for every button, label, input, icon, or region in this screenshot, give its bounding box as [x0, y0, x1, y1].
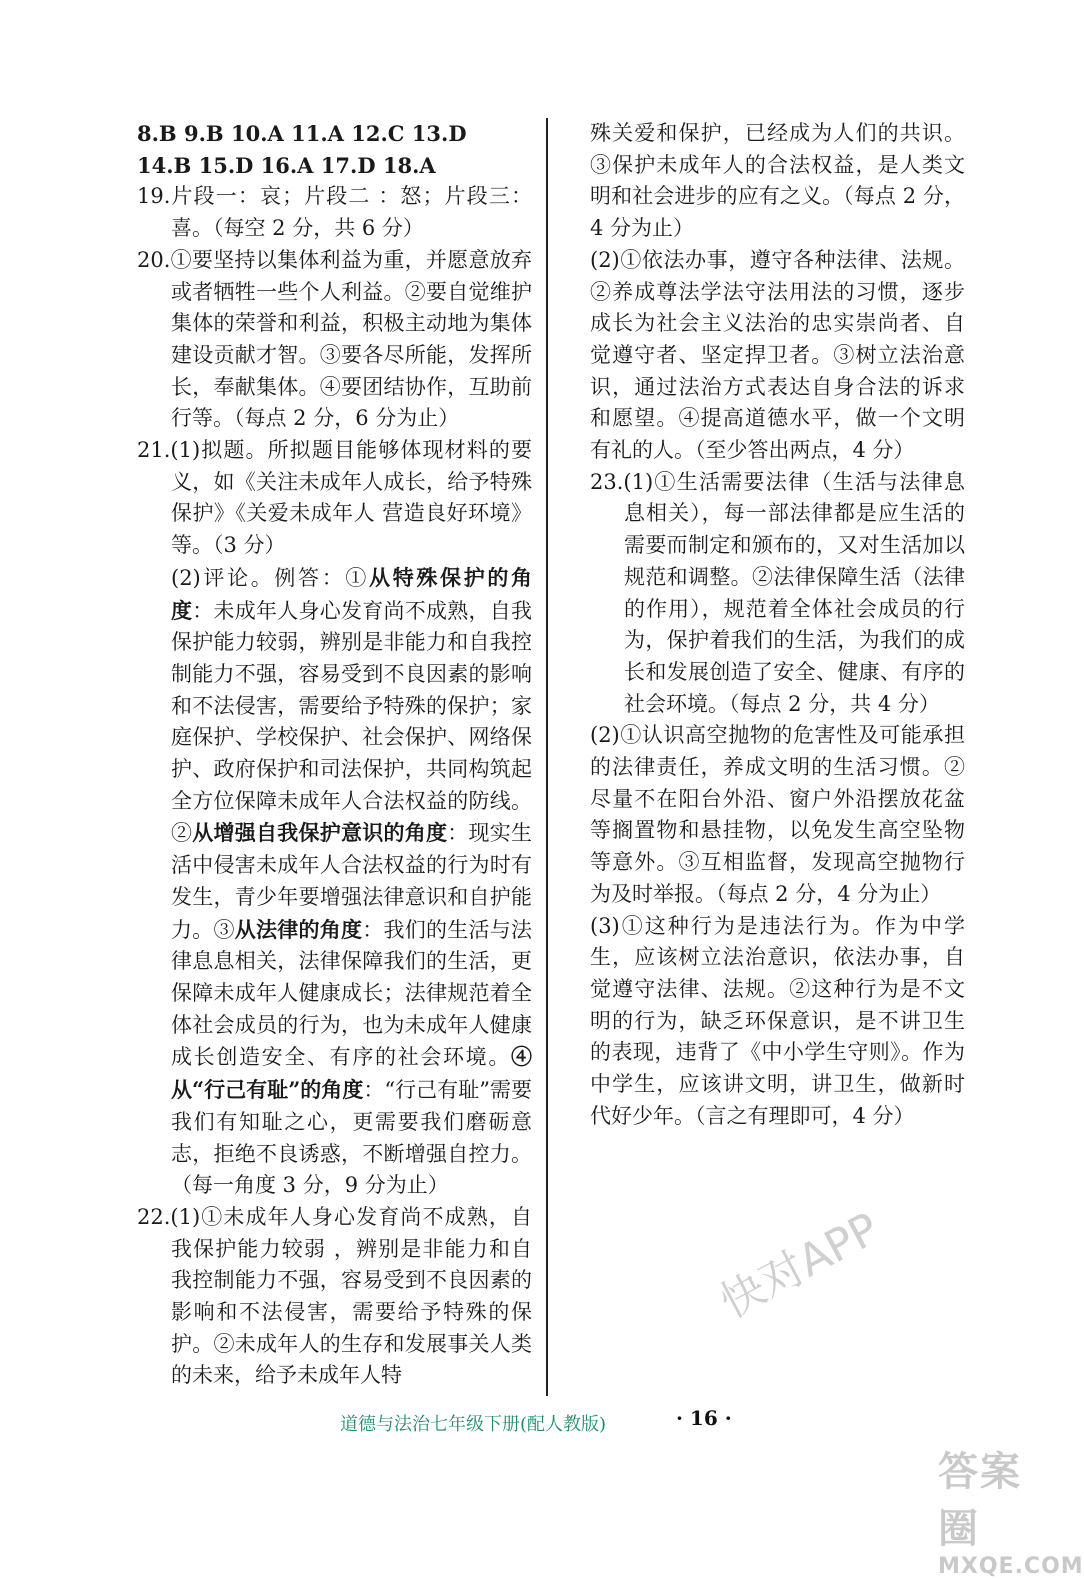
q21-text-i: ：“行己有耻”需要我们有知耻之心，更需要我们磨砺意志，拒绝不良诱惑，不断增强自控力。（每一角度 3 分，9 分为止） [171, 1078, 532, 1198]
footer-book-title: 道德与法治七年级下册(配人教版) [340, 1414, 607, 1435]
q21-heading-law: 从法律的角度 [234, 916, 363, 942]
watermark-logo-title: 答案圈 [938, 1449, 1022, 1552]
q21-text-c: ：未成年人身心发育尚不成熟，自我保护能力较弱，辨别是非能力和自我控制能力不强，容易受到不良因素的影响和不法侵害，需要给予特殊的保护；家庭保护、学校保护、社会保护、网络保护、政府保护和司法保护，共同构筑起全方位保障未成年人合法权益的防线。② [171, 598, 532, 846]
watermark-logo [938, 1440, 1084, 1579]
q21-heading-self-protection: 从增强自我保护意识的角度 [192, 820, 448, 846]
column-divider [546, 118, 548, 1396]
question-23-part-3: (3)①这种行为是违法行为。作为中学生，应该树立法治意识，依法办事，自觉遵守法律、法规。②这种行为是不文明的行为，缺乏环保意识，是不讲卫生的表现，违背了《中小学生守则》。作为中学生，应该讲文明，讲卫生，做新时代好少年。（言之有理即可，4 分） [590, 913, 965, 1128]
watermark-app: 快对APP [712, 1203, 888, 1329]
q21-text-a: (2)评论。例答：① [171, 565, 370, 590]
question-22-part-1: 22.(1)①未成年人身心发育尚不成熟，自我保护能力较弱 ，辨别是非能力和自我控制能力不强，容易受到不良因素的影响和不法侵害，需要给予特殊的保护。②未成年人的生存和发展事关人类的未来，给予未成年人特 [137, 1204, 532, 1388]
watermark-logo-url: MXQE.COM [938, 1554, 1084, 1579]
question-22-part-2: (2)①依法办事，遵守各种法律、法规。②养成尊法学法守法用法的习惯，逐步成长为社会主义法治的忠实崇尚者、自觉遵守者、坚定捍卫者。③树立法治意识，通过法治方式表达自身合法的诉求和愿望。④提高道德水平，做一个文明有礼的人。（至少答出两点，4 分） [590, 247, 965, 463]
question-19: 19.片段一：哀；片段二 ：怒；片段三：喜。（每空 2 分，共 6 分） [137, 184, 532, 241]
left-column [137, 118, 532, 1392]
question-21-part-2 [137, 562, 532, 1202]
q21-heading-shame: ④从“行己有耻”的角度 [171, 1044, 532, 1103]
q21-text-g: ：我们的生活与法律息息相关，法律保障我们的生活，更保障未成年人健康成长；法律规范着全体社会成员的行为，也为未成年人健康成长创造安全、有序的社会环境。 [171, 917, 532, 1070]
q21-text-e: ：现实生活中侵害未成年人合法权益的行为时有发生，青少年要增强法律意识和自护能力。③ [171, 821, 532, 942]
question-23-part-2: (2)①认识高空抛物的危害性及可能承担的法律责任，养成文明的生活习惯。②尽量不在阳台外沿、窗户外沿摆放花盆等搁置物和悬挂物，以免发生高空坠物等意外。③互相监督，发现高空抛物行为及时举报。（每点 2 分，4 分为止） [590, 723, 965, 906]
right-column [590, 118, 965, 1133]
question-20: 20.①要坚持以集体利益为重，并愿意放弃或者牺牲一些个人利益。②要自觉维护集体的荣誉和利益，积极主动地为集体建设贡献才智。③要各尽所能，发挥所长，奉献集体。④要团结协作，互助前行等。（每点 2 分，6 分为止） [137, 247, 532, 431]
q21-heading-special-protection: 从特殊保护的角度 [171, 564, 533, 623]
answers-row-2: 14.B 15.D 16.A 17.D 18.A [137, 152, 436, 178]
answers-row-1: 8.B 9.B 10.A 11.A 12.C 13.D [137, 121, 467, 146]
question-22-part-1-continued: 殊关爱和保护，已经成为人们的共识。③保护未成年人的合法权益，是人类文明和社会进步的应有之义。（每点 2 分，4 分为止） [590, 121, 965, 241]
question-23-part-1: 23.(1)①生活需要法律（生活与法律息息相关），每一部法律都是应生活的需要而制定和颁布的，又对生活加以规范和调整。②法律保障生活（法律的作用），规范着全体社会成员的行为，保护着我们的生活，为我们的成长和发展创造了安全、健康、有序的社会环境。（每点 2 分，共 4 分） [590, 469, 965, 716]
question-21-part-1: 21.(1)拟题。所拟题目能够体现材料的要义，如《关注未成年人成长，给予特殊保护》《关爱未成年人 营造良好环境》等。（3 分） [137, 438, 532, 558]
page-number: · 16 · [676, 1406, 732, 1430]
